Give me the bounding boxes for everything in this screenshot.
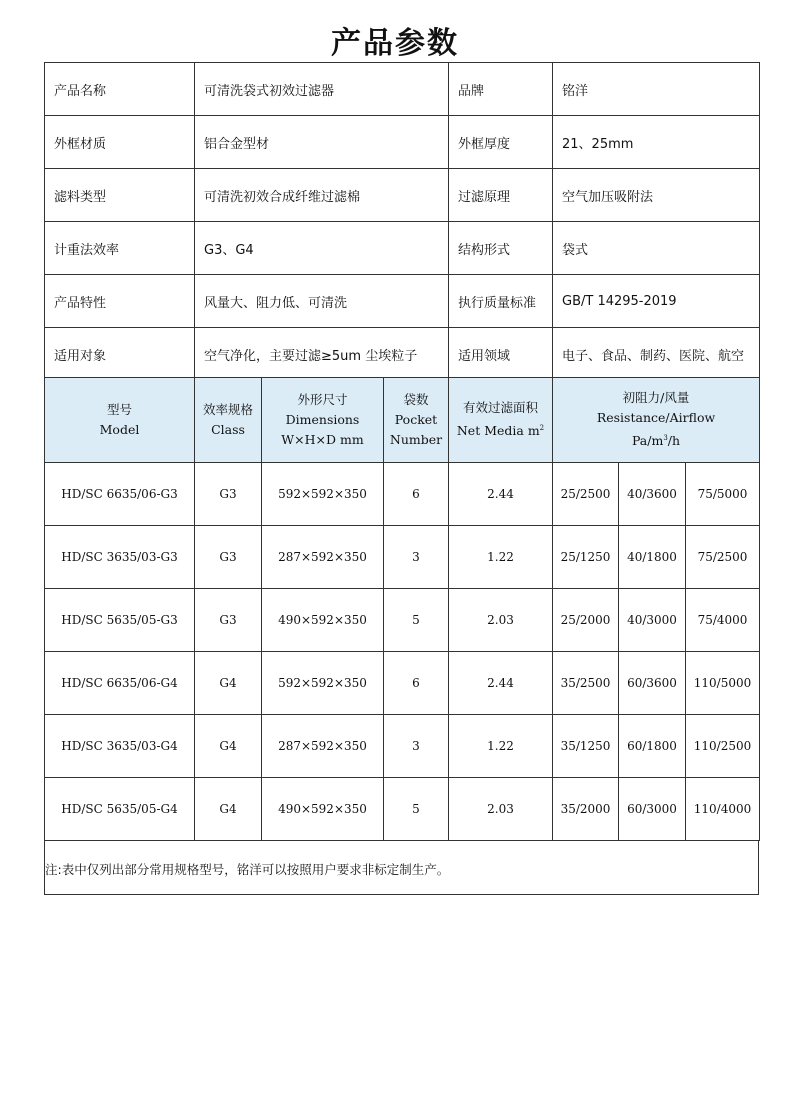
info-cell-v1: 可清洗袋式初效过滤器 bbox=[195, 63, 449, 116]
spec-cell-r3: 110/2500 bbox=[686, 715, 760, 778]
spec-cell-dim: 592×592×350 bbox=[262, 463, 384, 526]
spec-cell-pocket: 6 bbox=[384, 652, 449, 715]
info-cell-v1: G3、G4 bbox=[195, 222, 449, 275]
spec-table bbox=[44, 377, 760, 841]
info-cell-v2: 21、25mm bbox=[553, 116, 760, 169]
spec-cell-class: G3 bbox=[195, 589, 262, 652]
info-cell-l2: 过滤原理 bbox=[449, 169, 553, 222]
spec-cell-media: 2.03 bbox=[449, 778, 553, 841]
info-cell-l1: 外框材质 bbox=[45, 116, 195, 169]
spec-row bbox=[45, 715, 760, 778]
spec-cell-r3: 110/5000 bbox=[686, 652, 760, 715]
spec-cell-pocket: 5 bbox=[384, 589, 449, 652]
info-row bbox=[45, 222, 760, 275]
spec-cell-r2: 60/1800 bbox=[619, 715, 686, 778]
header-res-unit bbox=[553, 428, 759, 451]
header-pocket-en1: Pocket bbox=[394, 412, 438, 427]
spec-cell-r3: 75/2500 bbox=[686, 526, 760, 589]
header-class bbox=[195, 378, 262, 463]
spec-cell-class: G4 bbox=[195, 715, 262, 778]
spec-header-row bbox=[45, 378, 760, 463]
info-cell-l1: 产品特性 bbox=[45, 275, 195, 328]
info-row bbox=[45, 63, 760, 116]
info-cell-l2: 外框厚度 bbox=[449, 116, 553, 169]
spec-row bbox=[45, 526, 760, 589]
footnote-box bbox=[44, 840, 759, 895]
header-media-en-text: Net Media m bbox=[456, 423, 540, 439]
spec-cell-r2: 40/3000 bbox=[619, 589, 686, 652]
spec-cell-r2: 60/3600 bbox=[619, 652, 686, 715]
spec-cell-r3: 75/4000 bbox=[686, 589, 760, 652]
info-cell-l1: 产品名称 bbox=[45, 63, 195, 116]
spec-cell-class: G3 bbox=[195, 526, 262, 589]
spec-cell-class: G3 bbox=[195, 463, 262, 526]
spec-cell-r1: 35/2000 bbox=[553, 778, 619, 841]
spec-cell-media: 1.22 bbox=[449, 715, 553, 778]
superscript-3: 3 bbox=[663, 434, 668, 443]
header-res-en: Resistance/Airflow bbox=[596, 410, 716, 426]
superscript-2: 2 bbox=[539, 424, 545, 433]
header-pocket bbox=[384, 378, 449, 463]
info-cell-l2: 适用领域 bbox=[449, 328, 553, 381]
info-cell-l1: 计重法效率 bbox=[45, 222, 195, 275]
page-title: 产品参数 bbox=[331, 26, 459, 61]
header-class-en: Class bbox=[211, 422, 245, 437]
spec-cell-r3: 110/4000 bbox=[686, 778, 760, 841]
spec-cell-r1: 25/2000 bbox=[553, 589, 619, 652]
spec-row bbox=[45, 652, 760, 715]
spec-cell-dim: 490×592×350 bbox=[262, 778, 384, 841]
spec-cell-dim: 490×592×350 bbox=[262, 589, 384, 652]
spec-cell-r2: 40/3600 bbox=[619, 463, 686, 526]
spec-row bbox=[45, 463, 760, 526]
header-res-unit-tail: /h bbox=[667, 433, 681, 449]
spec-cell-class: G4 bbox=[195, 652, 262, 715]
spec-cell-dim: 592×592×350 bbox=[262, 652, 384, 715]
header-dim-unit: W×H×D mm bbox=[281, 432, 364, 447]
info-cell-v1: 可清洗初效合成纤维过滤棉 bbox=[195, 169, 449, 222]
spec-cell-class: G4 bbox=[195, 778, 262, 841]
header-pocket-zh: 袋数 bbox=[403, 392, 429, 407]
info-table bbox=[44, 62, 760, 381]
footnote-text: 注:表中仅列出部分常用规格型号，铭洋可以按照用户要求非标定制生产。 bbox=[45, 862, 450, 877]
spec-cell-model: HD/SC 5635/05-G4 bbox=[45, 778, 195, 841]
header-class-zh: 效率规格 bbox=[202, 402, 253, 417]
header-dim-en: Dimensions bbox=[285, 412, 360, 427]
spec-cell-model: HD/SC 3635/03-G3 bbox=[45, 526, 195, 589]
spec-cell-media: 2.44 bbox=[449, 652, 553, 715]
spec-cell-r2: 40/1800 bbox=[619, 526, 686, 589]
info-cell-v2: 袋式 bbox=[553, 222, 760, 275]
spec-cell-dim: 287×592×350 bbox=[262, 526, 384, 589]
info-cell-v2: 空气加压吸附法 bbox=[553, 169, 760, 222]
spec-cell-model: HD/SC 6635/06-G3 bbox=[45, 463, 195, 526]
spec-cell-r2: 60/3000 bbox=[619, 778, 686, 841]
spec-cell-model: HD/SC 6635/06-G4 bbox=[45, 652, 195, 715]
info-cell-v2: 铭洋 bbox=[553, 63, 760, 116]
info-cell-v1: 风量大、阻力低、可清洗 bbox=[195, 275, 449, 328]
spec-row bbox=[45, 589, 760, 652]
spec-cell-r1: 25/2500 bbox=[553, 463, 619, 526]
header-model-en: Model bbox=[99, 422, 140, 437]
info-cell-l2: 品牌 bbox=[449, 63, 553, 116]
header-resistance bbox=[553, 378, 760, 463]
info-row bbox=[45, 169, 760, 222]
info-cell-l1: 适用对象 bbox=[45, 328, 195, 381]
info-cell-v2: GB/T 14295-2019 bbox=[553, 275, 760, 328]
info-row bbox=[45, 275, 760, 328]
info-cell-l1: 滤料类型 bbox=[45, 169, 195, 222]
header-model bbox=[45, 378, 195, 463]
spec-cell-dim: 287×592×350 bbox=[262, 715, 384, 778]
info-row bbox=[45, 328, 760, 381]
spec-cell-pocket: 3 bbox=[384, 715, 449, 778]
header-media bbox=[449, 378, 553, 463]
spec-cell-media: 2.44 bbox=[449, 463, 553, 526]
spec-cell-pocket: 6 bbox=[384, 463, 449, 526]
header-dimensions bbox=[262, 378, 384, 463]
header-dim-zh: 外形尺寸 bbox=[297, 392, 348, 407]
spec-cell-media: 2.03 bbox=[449, 589, 553, 652]
spec-cell-pocket: 5 bbox=[384, 778, 449, 841]
header-res-zh: 初阻力/风量 bbox=[622, 390, 690, 406]
spec-cell-model: HD/SC 3635/03-G4 bbox=[45, 715, 195, 778]
info-cell-v1: 空气净化，主要过滤≥5um 尘埃粒子 bbox=[195, 328, 449, 381]
header-res-unit-text: Pa/m bbox=[631, 433, 664, 449]
header-media-en bbox=[449, 418, 552, 441]
info-cell-v2: 电子、食品、制药、医院、航空 bbox=[553, 328, 760, 381]
spec-cell-r1: 25/1250 bbox=[553, 526, 619, 589]
header-model-zh: 型号 bbox=[106, 402, 132, 417]
spec-cell-model: HD/SC 5635/05-G3 bbox=[45, 589, 195, 652]
header-pocket-en2: Number bbox=[389, 432, 443, 447]
info-cell-l2: 结构形式 bbox=[449, 222, 553, 275]
info-row bbox=[45, 116, 760, 169]
header-media-zh: 有效过滤面积 bbox=[462, 400, 538, 416]
spec-cell-r1: 35/2500 bbox=[553, 652, 619, 715]
spec-cell-pocket: 3 bbox=[384, 526, 449, 589]
spec-row bbox=[45, 778, 760, 841]
info-cell-v1: 铝合金型材 bbox=[195, 116, 449, 169]
spec-cell-media: 1.22 bbox=[449, 526, 553, 589]
spec-cell-r1: 35/1250 bbox=[553, 715, 619, 778]
info-cell-l2: 执行质量标准 bbox=[449, 275, 553, 328]
spec-cell-r3: 75/5000 bbox=[686, 463, 760, 526]
